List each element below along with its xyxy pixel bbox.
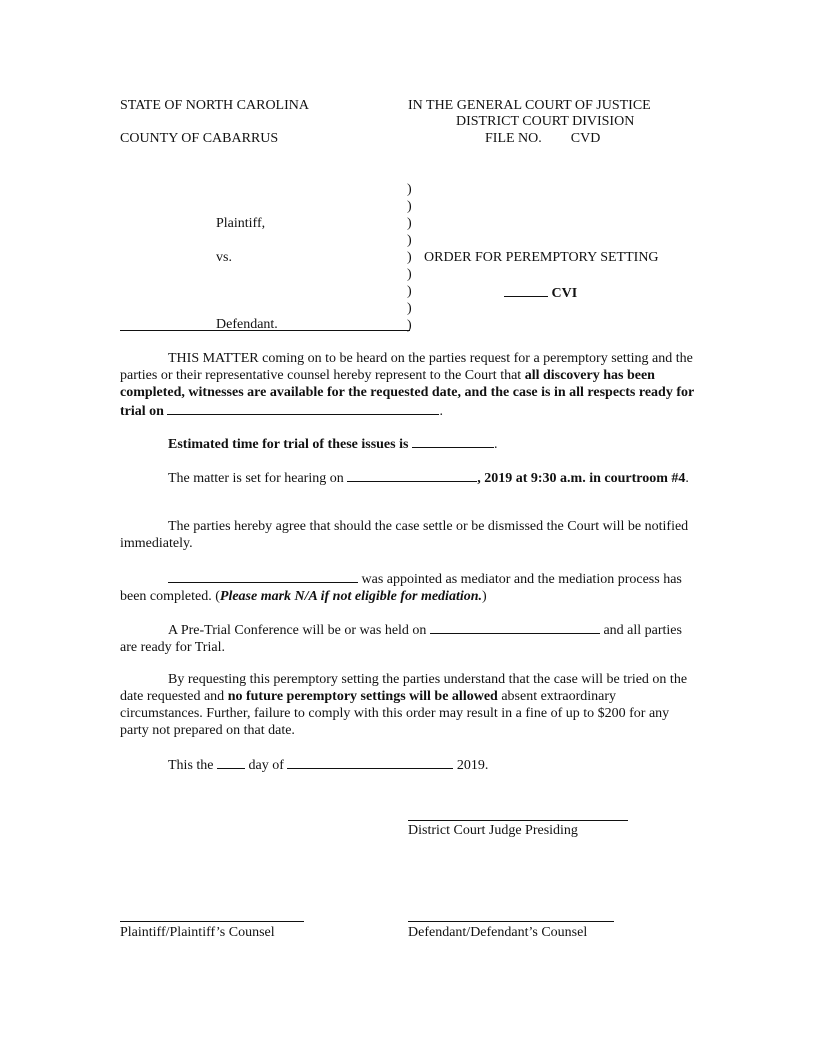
order-title: ORDER FOR PEREMPTORY SETTING [424, 250, 659, 265]
court-heading: IN THE GENERAL COURT OF JUSTICE [408, 98, 651, 113]
pretrial-date-blank[interactable] [430, 620, 600, 634]
p7-text-end: absent extraordinary circumstances. Further, failure to comply with this order may result in a fine of up to $200 for any party not prepared on that date. [120, 689, 670, 738]
p4-text: The parties hereby agree that should the case settle or be dismissed the Court will be notified immediately. [120, 519, 689, 551]
paragraph-date-line [120, 755, 700, 774]
p6-text-end: and all parties are ready for Trial. [120, 623, 682, 655]
judge-signature-label: District Court Judge Presiding [408, 823, 578, 838]
day-blank[interactable] [217, 755, 245, 769]
file-number [485, 130, 600, 147]
vs-label: vs. [216, 250, 232, 265]
plaintiff-signature-label: Plaintiff/Plaintiff’s Counsel [120, 925, 275, 940]
file-no-label: FILE NO. [485, 131, 542, 146]
plaintiff-label: Plaintiff, [216, 216, 266, 231]
state-heading: STATE OF NORTH CAROLINA [120, 98, 309, 113]
division-heading: DISTRICT COURT DIVISION [456, 114, 635, 129]
paren: ) [407, 216, 412, 231]
paren: ) [407, 250, 412, 265]
p3-text: The matter is set for hearing on [168, 471, 344, 486]
paragraph-pretrial [120, 620, 700, 656]
county-heading: COUNTY OF CABARRUS [120, 131, 279, 146]
p3-end: . [685, 471, 689, 486]
file-suffix: CVD [570, 131, 601, 146]
p3-bold: , 2019 at 9:30 a.m. in courtroom #4 [477, 471, 686, 486]
plaintiff-signature-line[interactable] [120, 921, 304, 922]
paragraph-requesting [120, 671, 700, 739]
p2-text: Estimated time for trial of these issues is [168, 437, 409, 452]
month-blank[interactable] [287, 755, 453, 769]
cvi-label: CVI [551, 286, 578, 301]
paren: ) [407, 199, 412, 214]
paren: ) [407, 267, 412, 282]
p7-text: By requesting this peremptory setting the parties understand that the case will be tried on the date requested and [120, 672, 688, 704]
paragraph-this-matter [120, 350, 700, 420]
paren: ) [407, 301, 412, 316]
cvi-field [504, 283, 577, 302]
p8-year: 2019. [456, 758, 489, 773]
paren: ) [407, 318, 412, 333]
paragraph-hearing [120, 468, 700, 487]
defendant-signature-label: Defendant/Defendant’s Counsel [408, 925, 588, 940]
p8-day-of: day of [248, 758, 284, 773]
paren: ) [407, 233, 412, 248]
p5-text: was appointed as mediator and the mediation process has been completed. ( [120, 572, 682, 604]
paren: ) [407, 284, 412, 299]
defendant-signature-line[interactable] [408, 921, 614, 922]
cvi-blank[interactable] [504, 283, 548, 297]
p8-this-the: This the [168, 758, 214, 773]
paragraph-settle [120, 518, 700, 552]
p7-bold: no future peremptory settings will be allowed [227, 689, 498, 704]
hearing-date-blank[interactable] [347, 468, 477, 482]
judge-signature-line[interactable] [408, 820, 628, 821]
mediator-blank[interactable] [168, 569, 358, 583]
paren: ) [407, 182, 412, 197]
defendant-label: Defendant. [216, 317, 278, 332]
p1-text: THIS MATTER coming on to be heard on the parties request for a peremptory setting and the parties or their representative counsel hereby represent to the Court that [120, 351, 693, 383]
p5-note: Please mark N/A if not eligible for mediation. [219, 589, 483, 604]
p1-end: . [439, 404, 443, 419]
p6-text: A Pre-Trial Conference will be or was held on [168, 623, 427, 638]
trial-date-blank[interactable] [167, 401, 439, 415]
estimated-time-blank[interactable] [412, 434, 494, 448]
p1-bold: all discovery has been completed, witnesses are available for the requested date, and the case is in all respects ready for trial on [120, 368, 694, 419]
paragraph-estimated-time [120, 434, 700, 453]
p2-end: . [493, 437, 498, 452]
paragraph-mediator [120, 569, 700, 605]
p5-end: ) [482, 589, 487, 604]
